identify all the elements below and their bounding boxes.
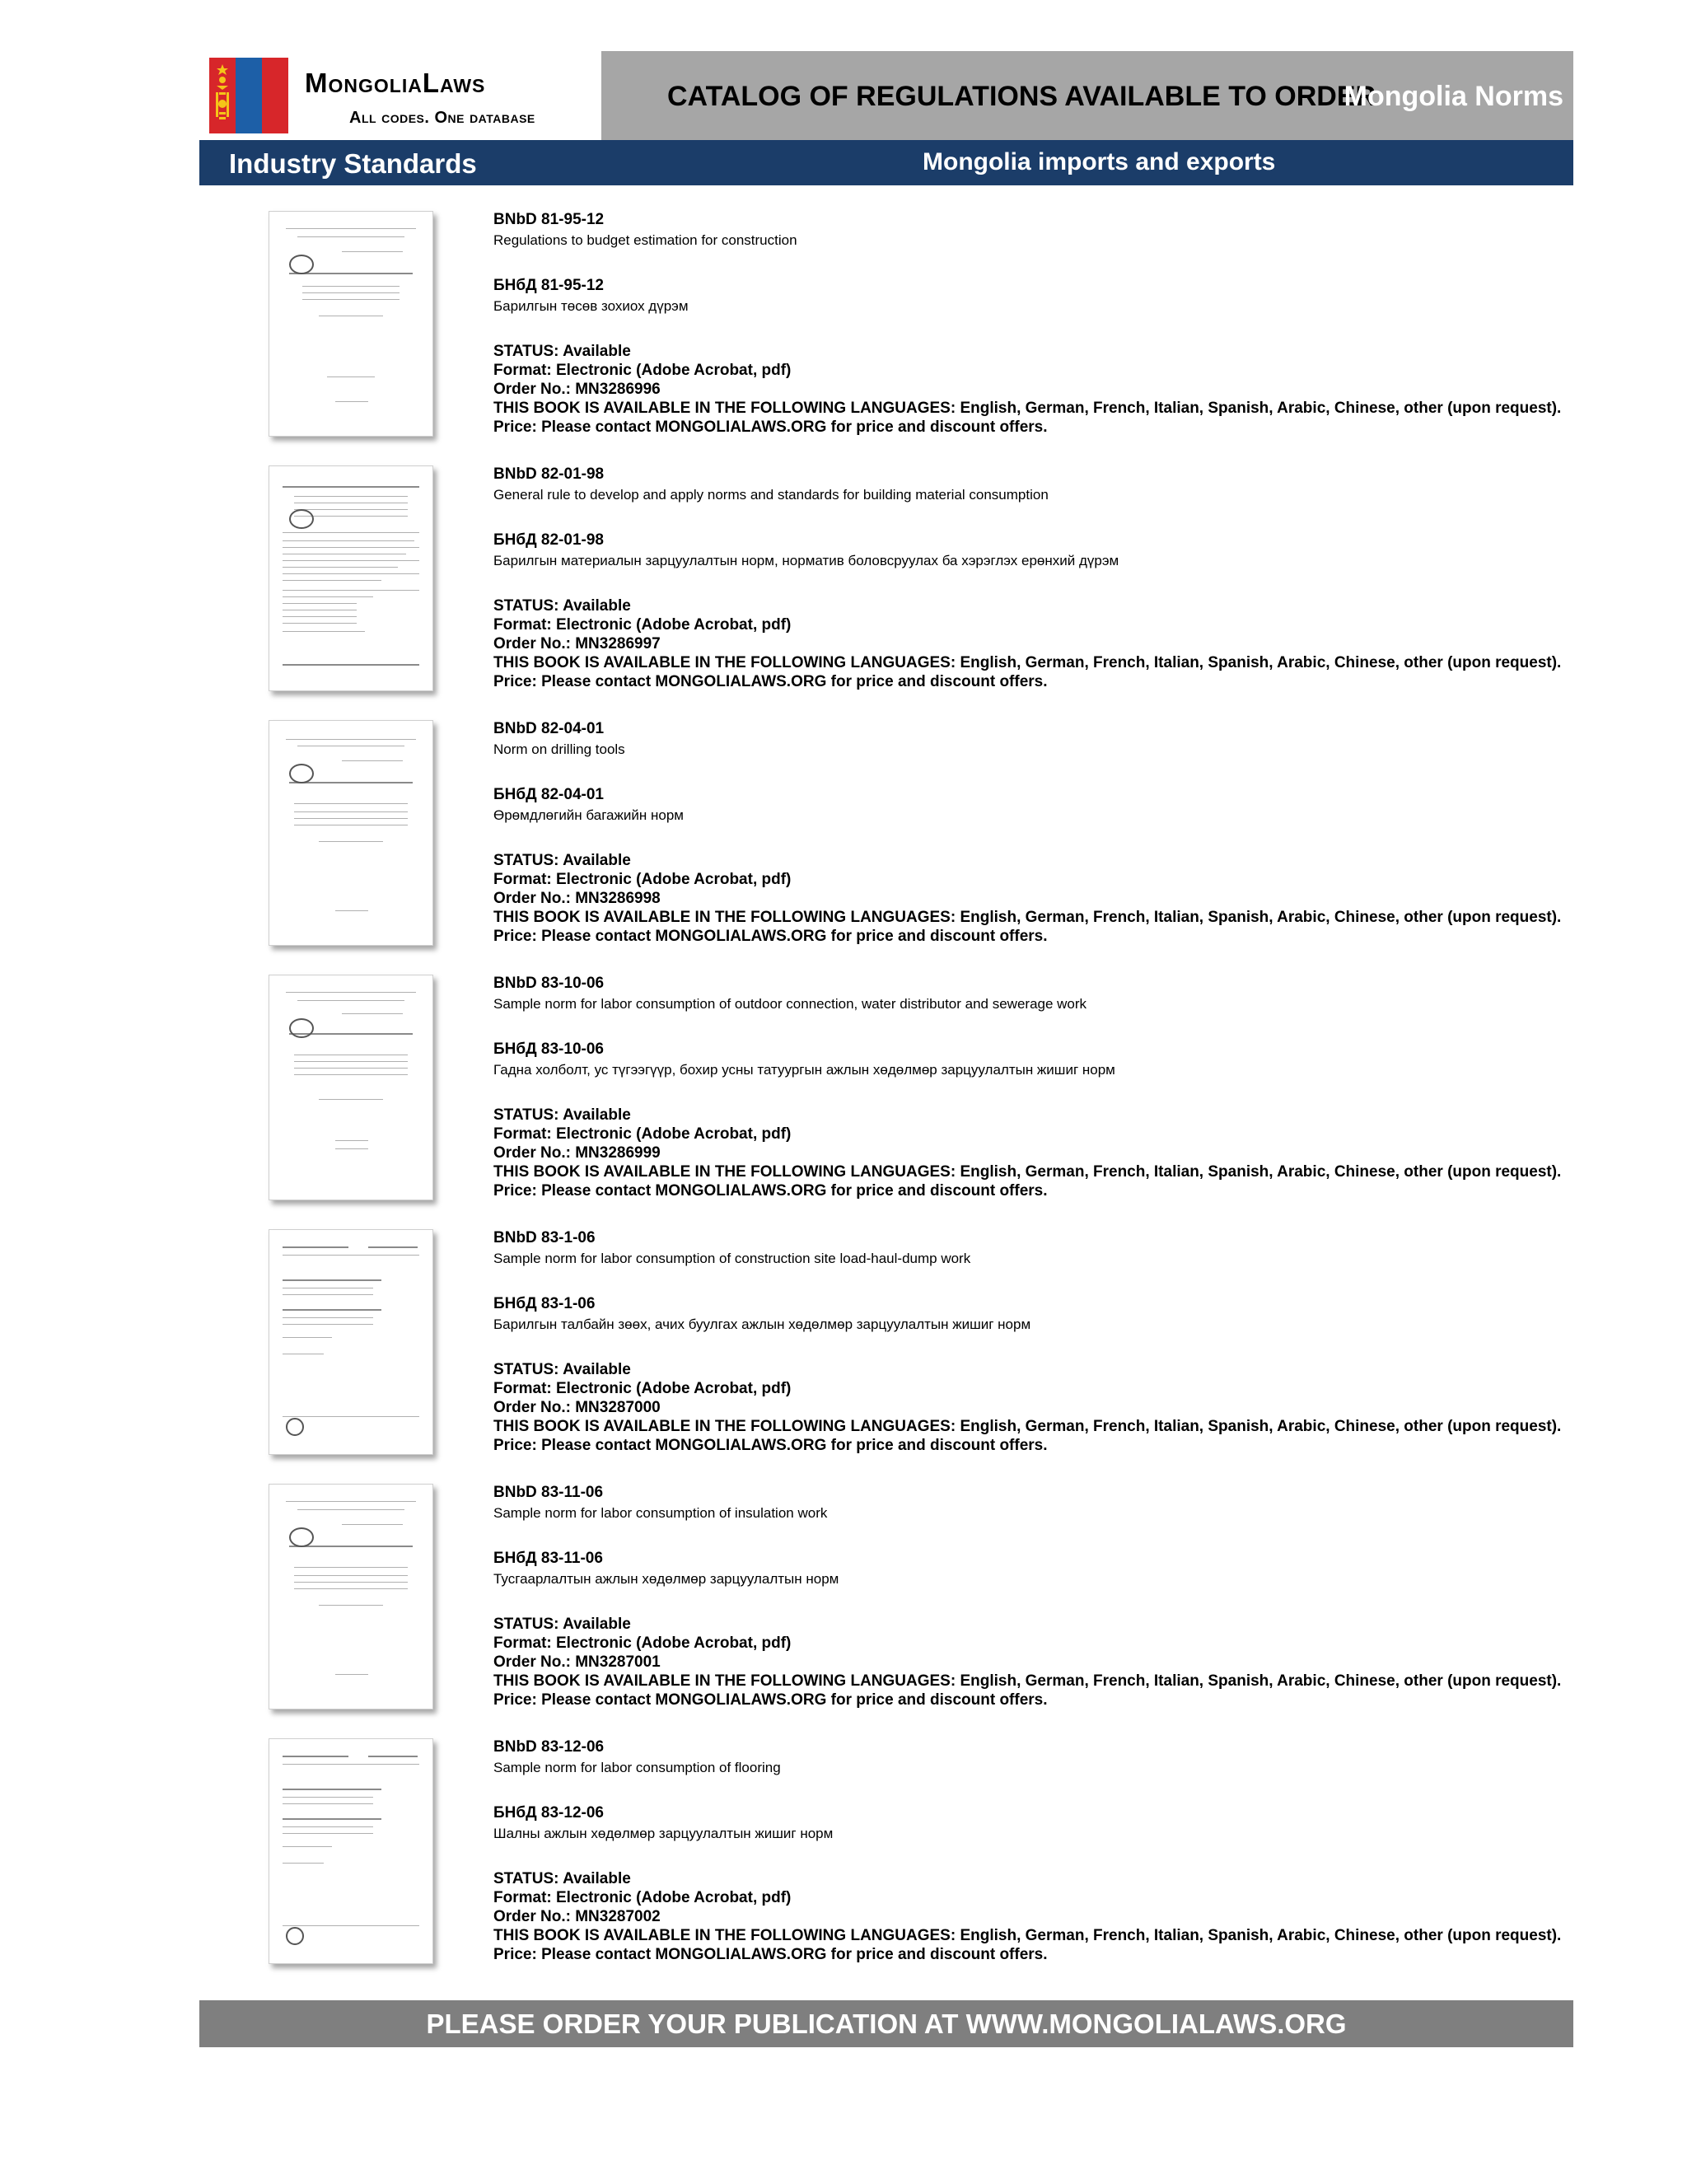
cover-text-line [319,1099,383,1100]
entry-languages: THIS BOOK IS AVAILABLE IN THE FOLLOWING LANGUAGES: English, German, French, Italian, Spanish, Arabic, Chinese, other (upon request). [493,1418,1562,1435]
entry-status: STATUS: Available [493,1870,631,1887]
cover-text-line [286,739,416,740]
cover-text-line [294,811,408,812]
entry-order-number: Order No.: MN3286996 [493,381,661,398]
entry-status: STATUS: Available [493,1616,631,1633]
entry-format: Format: Electronic (Adobe Acrobat, pdf) [493,1380,792,1397]
cover-text-line [283,567,398,568]
entry-title-en: Sample norm for labor consumption of insulation work [493,1505,828,1521]
entry-status: STATUS: Available [493,1361,631,1378]
entry-format: Format: Electronic (Adobe Acrobat, pdf) [493,1125,792,1143]
entry-order-number: Order No.: MN3286999 [493,1144,661,1162]
cover-text-line [286,1501,416,1502]
cover-text-line [283,1309,381,1311]
entry-price: Price: Please contact MONGOLIALAWS.ORG for price and discount offers. [493,928,1048,945]
cover-text-line [283,560,419,561]
cover-text-line [302,299,400,300]
catalog-entry [0,1229,1687,1476]
entry-code: BNbD 81-95-12 [493,211,605,228]
cover-text-line [342,251,403,252]
entry-title-en: Sample norm for labor consumption of construction site load-haul-dump work [493,1251,971,1266]
cover-text-line [342,760,403,761]
entry-languages: THIS BOOK IS AVAILABLE IN THE FOLLOWING LANGUAGES: English, German, French, Italian, Spanish, Arabic, Chinese, other (upon request). [493,909,1562,926]
entry-code: BNbD 83-12-06 [493,1738,605,1756]
entry-code-mn: БНбД 82-04-01 [493,786,604,803]
cover-text-line [283,1789,381,1790]
entry-title-en: Regulations to budget estimation for construction [493,232,797,248]
brand-tagline: All codes. One database [349,109,535,127]
entry-code: BNbD 83-11-06 [493,1484,604,1501]
cover-text-line [286,228,416,229]
brand-block [199,51,601,140]
cover-text-line [294,803,408,804]
entry-order-number: Order No.: MN3286998 [493,890,661,907]
cover-text-line [283,1246,348,1248]
cover-text-line [283,631,365,632]
industry-standards-label: Industry Standards [229,148,477,179]
cover-text-line [319,1605,383,1606]
entry-format: Format: Electronic (Adobe Acrobat, pdf) [493,616,792,634]
cover-text-line [283,596,373,597]
category-bar [199,140,1573,185]
entry-title-mn: Өрөмдлөгийн багажийн норм [493,807,684,823]
entry-order-number: Order No.: MN3287001 [493,1653,661,1671]
entry-code-mn: БНбД 83-12-06 [493,1804,604,1822]
entry-title-mn: Шалны ажлын хөдөлмөр зарцуулалтын жишиг норм [493,1826,834,1841]
entry-languages: THIS BOOK IS AVAILABLE IN THE FOLLOWING LANGUAGES: English, German, French, Italian, Spanish, Arabic, Chinese, other (upon request). [493,654,1562,671]
entry-order-number: Order No.: MN3286997 [493,635,661,652]
cover-text-line [283,1797,373,1798]
cover-emblem-icon [289,1527,314,1547]
catalog-title: CATALOG OF REGULATIONS AVAILABLE TO ORDER [667,81,1376,112]
entry-code-mn: БНбД 83-10-06 [493,1041,604,1058]
cover-text-line [283,547,419,548]
cover-text-line [283,486,419,488]
entry-price: Price: Please contact MONGOLIALAWS.ORG for price and discount offers. [493,1691,1048,1709]
entry-format: Format: Electronic (Adobe Acrobat, pdf) [493,871,792,888]
norms-label: Mongolia Norms [1344,81,1563,112]
cover-text-line [294,509,408,510]
cover-emblem-icon [289,764,314,783]
cover-text-line [283,1279,381,1281]
cover-text-line [319,841,383,842]
entry-format: Format: Electronic (Adobe Acrobat, pdf) [493,1634,792,1652]
cover-emblem-icon [289,509,314,529]
cover-text-line [335,1148,368,1149]
entry-order-number: Order No.: MN3287002 [493,1908,661,1925]
cover-text-line [283,1803,373,1804]
entry-title-mn: Барилгын талбайн зөөх, ачих буулгах ажлын хөдөлмөр зарцуулалтын жишиг норм [493,1316,1031,1332]
entry-languages: THIS BOOK IS AVAILABLE IN THE FOLLOWING LANGUAGES: English, German, French, Italian, Spanish, Arabic, Chinese, other (upon request). [493,400,1562,417]
entry-price: Price: Please contact MONGOLIALAWS.ORG for price and discount offers. [493,1182,1048,1200]
cover-text-line [283,1317,373,1318]
soyombo-icon [213,63,232,129]
entry-title-en: Sample norm for labor consumption of outdoor connection, water distributor and sewerage work [493,996,1087,1012]
cover-text-line [294,1567,408,1568]
entry-code: BNbD 82-01-98 [493,465,605,483]
entry-title-en: General rule to develop and apply norms and standards for building material consumption [493,487,1049,503]
cover-text-line [283,1826,373,1827]
cover-text-line [297,1000,404,1001]
cover-text-line [294,1575,408,1576]
entry-title-mn: Барилгын төсөв зохиох дүрэм [493,298,689,314]
catalog-entry [0,211,1687,458]
entry-price: Price: Please contact MONGOLIALAWS.ORG for price and discount offers. [493,419,1048,436]
cover-text-line [368,1246,418,1248]
cover-text-line [286,992,416,993]
entry-title-en: Norm on drilling tools [493,741,625,757]
cover-emblem-icon [289,255,314,274]
catalog-entry [0,720,1687,967]
document-cover-thumbnail[interactable] [269,1484,433,1709]
cover-text-line [294,1588,408,1589]
entry-status: STATUS: Available [493,597,631,615]
cover-text-line [283,623,357,624]
cover-text-line [283,1764,419,1765]
entry-price: Price: Please contact MONGOLIALAWS.ORG for price and discount offers. [493,673,1048,690]
order-footer-banner[interactable]: PLEASE ORDER YOUR PUBLICATION AT WWW.MONGOLIALAWS.ORG [199,2000,1573,2047]
entry-code: BNbD 82-04-01 [493,720,605,737]
document-cover-thumbnail[interactable] [269,465,433,691]
cover-text-line [283,1294,373,1295]
cover-text-line [283,664,419,666]
cover-text-line [335,401,368,402]
cover-text-line [283,1337,332,1338]
document-cover-thumbnail[interactable] [269,975,433,1200]
entry-languages: THIS BOOK IS AVAILABLE IN THE FOLLOWING LANGUAGES: English, German, French, Italian, Spanish, Arabic, Chinese, other (upon request). [493,1927,1562,1944]
entry-code-mn: БНбД 83-1-06 [493,1295,596,1312]
cover-text-line [335,1140,368,1141]
cover-text-line [283,616,357,617]
document-cover-thumbnail[interactable] [269,1229,433,1455]
entry-code-mn: БНбД 82-01-98 [493,531,604,549]
cover-text-line [297,236,404,237]
cover-text-line [283,1416,419,1417]
cover-text-line [283,1833,373,1834]
brand-name: MongoliaLaws [305,68,486,98]
cover-text-line [294,1582,408,1583]
header-title-area [601,51,1573,140]
cover-text-line [283,1818,381,1820]
cover-text-line [283,603,357,604]
document-cover-thumbnail[interactable] [269,720,433,946]
mongolia-flag-icon [209,58,288,133]
catalog-entry [0,1738,1687,1985]
cover-text-line [335,1674,368,1675]
document-cover-thumbnail[interactable] [269,1738,433,1964]
entry-code-mn: БНбД 81-95-12 [493,277,604,294]
imports-exports-label: Mongolia imports and exports [923,148,1276,175]
entry-format: Format: Electronic (Adobe Acrobat, pdf) [493,1889,792,1906]
cover-text-line [294,1074,408,1075]
entry-status: STATUS: Available [493,343,631,360]
cover-text-line [302,292,400,293]
catalog-entry [0,465,1687,713]
entry-languages: THIS BOOK IS AVAILABLE IN THE FOLLOWING LANGUAGES: English, German, French, Italian, Spanish, Arabic, Chinese, other (upon request). [493,1672,1562,1690]
cover-text-line [302,286,400,287]
cover-text-line [342,1524,403,1525]
cover-text-line [283,573,419,574]
entry-code: BNbD 83-10-06 [493,975,605,992]
cover-text-line [368,1756,418,1757]
entry-code-mn: БНбД 83-11-06 [493,1550,603,1567]
cover-emblem-icon [286,1927,304,1945]
cover-text-line [283,532,419,533]
cover-text-line [283,1863,324,1864]
cover-text-line [283,590,419,591]
entry-title-mn: Барилгын материалын зарцуулалтын норм, норматив боловсруулах ба хэрэглэх ерөнхий дүрэм [493,553,1119,568]
cover-text-line [283,540,414,541]
cover-text-line [327,376,375,377]
cover-text-line [283,1756,348,1757]
entry-code: BNbD 83-1-06 [493,1229,596,1246]
cover-text-line [294,1068,408,1069]
cover-text-line [283,1324,373,1325]
cover-text-line [297,1509,404,1510]
catalog-entry [0,975,1687,1222]
catalog-entry [0,1484,1687,1731]
cover-text-line [283,580,381,581]
cover-text-line [342,1013,403,1014]
cover-text-line [283,1255,419,1256]
cover-text-line [294,818,408,819]
cover-emblem-icon [286,1418,304,1436]
cover-text-line [294,1061,408,1062]
entry-title-en: Sample norm for labor consumption of flooring [493,1760,781,1775]
entry-status: STATUS: Available [493,1106,631,1124]
entry-status: STATUS: Available [493,852,631,869]
entry-order-number: Order No.: MN3287000 [493,1399,661,1416]
entry-title-mn: Тусгаарлалтын ажлын хөдөлмөр зарцуулалтын норм [493,1571,839,1587]
cover-text-line [335,910,368,911]
entry-price: Price: Please contact MONGOLIALAWS.ORG for price and discount offers. [493,1437,1048,1454]
document-cover-thumbnail[interactable] [269,211,433,437]
entry-price: Price: Please contact MONGOLIALAWS.ORG for price and discount offers. [493,1946,1048,1963]
entry-title-mn: Гадна холболт, ус түгээгүүр, бохир усны татуургын ажлын хөдөлмөр зарцуулалтын жишиг норм [493,1062,1115,1078]
entry-format: Format: Electronic (Adobe Acrobat, pdf) [493,362,792,379]
cover-emblem-icon [289,1018,314,1038]
cover-text-line [294,496,408,497]
cover-text-line [283,1925,419,1926]
entry-languages: THIS BOOK IS AVAILABLE IN THE FOLLOWING LANGUAGES: English, German, French, Italian, Spanish, Arabic, Chinese, other (upon request). [493,1163,1562,1181]
cover-text-line [283,1846,332,1847]
page-header [199,51,1573,140]
